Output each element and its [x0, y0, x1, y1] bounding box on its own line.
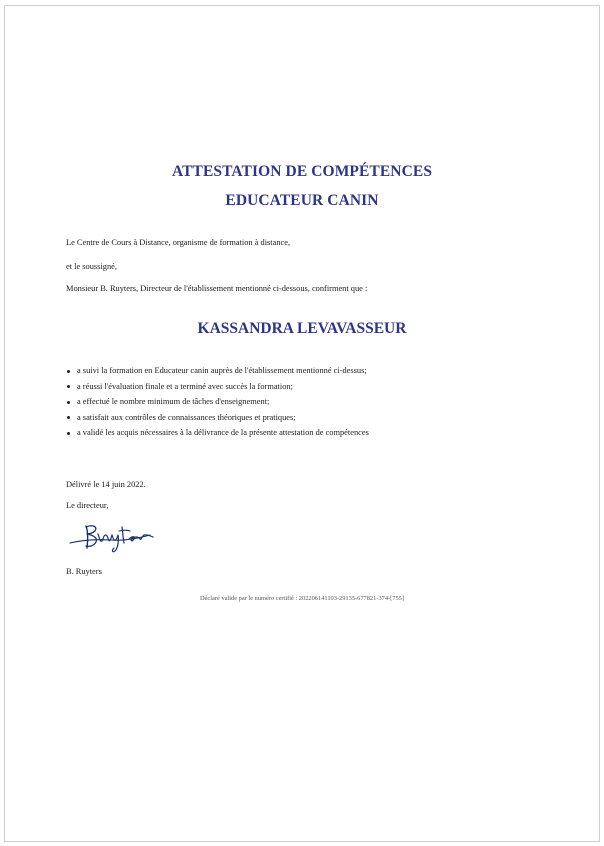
achievement-list — [66, 365, 369, 443]
intro-line-undersigned: et le soussigné, — [66, 262, 117, 271]
achievement-text: a validé les acquis nécessaires à la délivrance de la présente attestation de compétences — [77, 428, 369, 438]
achievement-text: a réussi l'évaluation finale et a terminé avec succès la formation; — [77, 381, 293, 391]
list-item — [66, 396, 369, 412]
achievement-text: a effectué le nombre minimum de tâches d'enseignement; — [77, 397, 270, 407]
achievement-text: a satisfait aux contrôles de connaissances théoriques et pratiques; — [77, 412, 296, 422]
document-subtitle: EDUCATEUR CANIN — [225, 192, 379, 209]
signature-image — [66, 518, 158, 558]
signer-name: B. Ruyters — [66, 567, 102, 576]
intro-line-director: Monsieur B. Ruyters, Directeur de l'établissement mentionné ci-dessous, confirment que : — [66, 284, 368, 293]
recipient-name: KASSANDRA LEVAVASSEUR — [197, 320, 407, 337]
bullet-icon — [67, 401, 70, 404]
bullet-icon — [67, 416, 70, 419]
list-item — [66, 412, 369, 428]
achievement-text: a suivi la formation en Educateur canin auprès de l'établissement mentionné ci-dessus; — [77, 366, 367, 375]
director-label: Le directeur, — [66, 501, 109, 510]
bullet-icon — [67, 370, 70, 373]
list-item — [66, 381, 369, 397]
bullet-icon — [67, 432, 70, 435]
bullet-icon — [67, 385, 70, 388]
document-title: ATTESTATION DE COMPÉTENCES — [171, 163, 433, 180]
list-item — [66, 427, 369, 443]
issue-date: Délivré le 14 juin 2022. — [66, 480, 146, 489]
list-item — [66, 365, 369, 381]
intro-line-organisation: Le Centre de Cours à Distance, organisme de formation à distance, — [66, 238, 291, 247]
certification-number: Déclaré valide par le numéro certifié : 202206141103-29135-677821-374-[755] — [199, 595, 405, 602]
